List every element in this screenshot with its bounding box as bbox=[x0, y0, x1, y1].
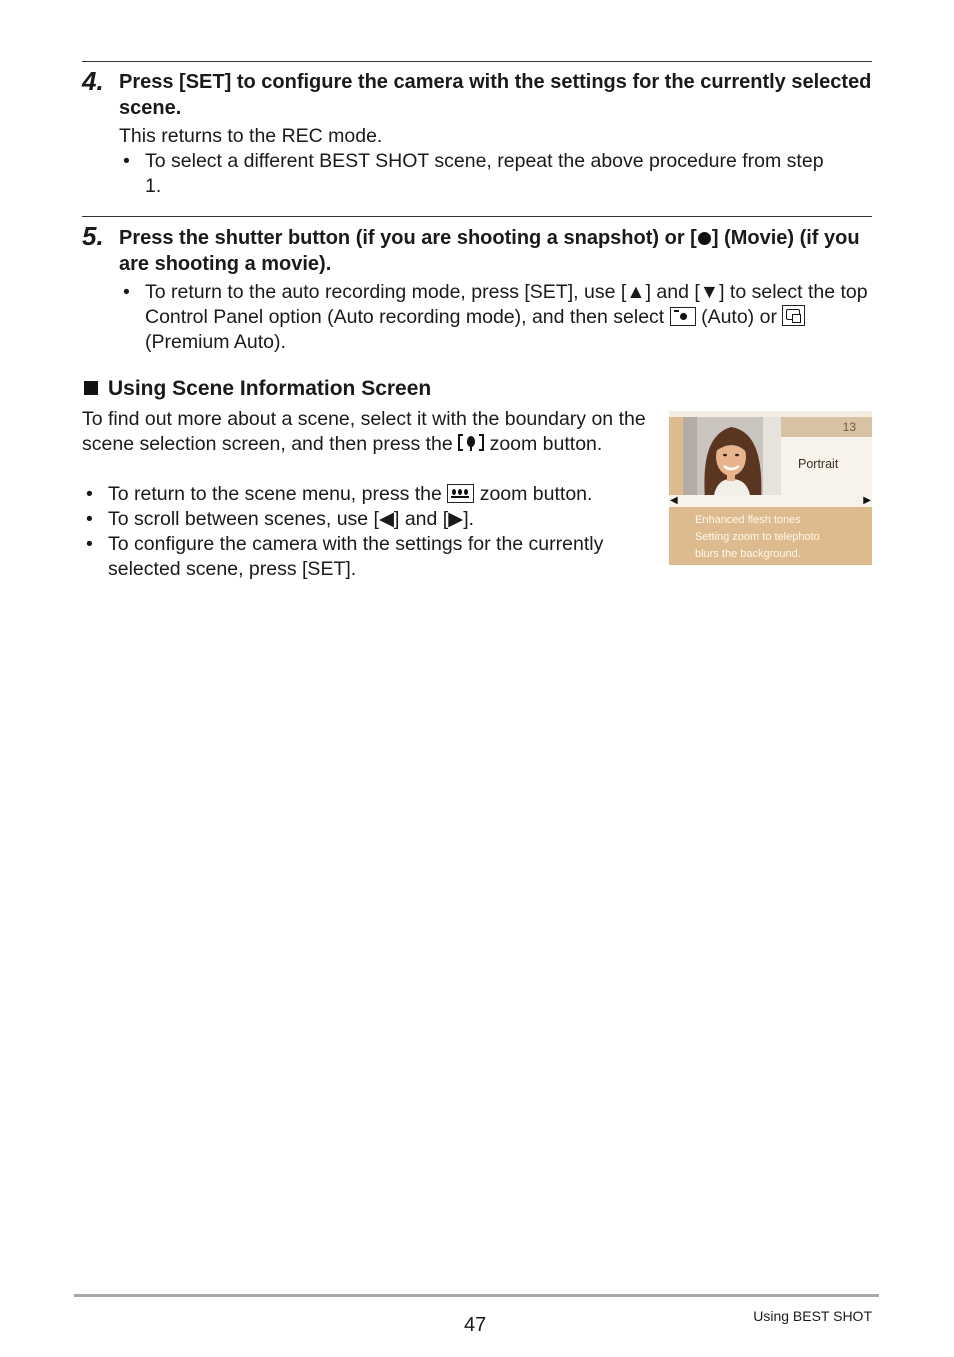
right-arrow-icon: ▶ bbox=[448, 508, 464, 530]
premium-auto-icon bbox=[782, 305, 805, 326]
bullet-dot: • bbox=[86, 508, 93, 530]
down-arrow-icon: ▼ bbox=[699, 281, 720, 303]
page-number: 47 bbox=[464, 1314, 487, 1336]
step4-number: 4. bbox=[82, 66, 104, 96]
bullet-text bbox=[108, 507, 658, 532]
scene-name: Portrait bbox=[798, 457, 839, 471]
section-bullet2-text-1: To scroll between scenes, use [ bbox=[108, 508, 379, 530]
portrait-photo bbox=[683, 417, 781, 501]
step5-bullet-text-2: ] and [ bbox=[645, 281, 700, 303]
screen-right-arrow-icon: ▶ bbox=[863, 495, 871, 506]
footer-chapter-title: Using BEST SHOT bbox=[753, 1308, 872, 1324]
left-arrow-icon: ◀ bbox=[378, 508, 394, 530]
screen-left-arrow-icon: ◀ bbox=[670, 495, 678, 506]
telephoto-zoom-icon bbox=[458, 434, 484, 453]
section-bullet2-text-3: ]. bbox=[463, 508, 475, 530]
section-intro-text-2: zoom button. bbox=[484, 433, 603, 455]
scene-description-line: Setting zoom to telephoto bbox=[695, 531, 820, 543]
scene-description bbox=[695, 512, 867, 563]
step5-bullet-text-3: ] to select the top Control Panel option (Auto recording mode), and then select bbox=[145, 281, 868, 328]
step5-number: 5. bbox=[82, 221, 104, 251]
auto-mode-icon bbox=[670, 307, 696, 326]
section-intro-text-1: To find out more about a scene, select it with the boundary on the scene selection screen, and then press the bbox=[82, 408, 646, 455]
black-square-icon bbox=[84, 381, 98, 395]
step4-divider bbox=[82, 61, 872, 62]
bullet-text: To select a different BEST SHOT scene, repeat the above procedure from step 1. bbox=[145, 150, 824, 197]
bullet-text bbox=[108, 482, 658, 507]
step5-bullet-text-1: To return to the auto recording mode, press [SET], use [ bbox=[145, 281, 627, 303]
step5-bullet-text-5: (Premium Auto). bbox=[145, 331, 286, 353]
bullet-dot: • bbox=[86, 483, 93, 505]
wide-zoom-icon bbox=[447, 484, 474, 503]
step5-divider bbox=[82, 216, 872, 217]
movie-record-icon bbox=[698, 232, 711, 245]
bullet-text: To configure the camera with the settings for the currently selected scene, press [SET]. bbox=[108, 533, 604, 580]
step5-heading-part1: Press the shutter button (if you are shooting a snapshot) or [ bbox=[119, 227, 697, 249]
bullet-dot: • bbox=[123, 281, 130, 303]
screen-nav-bar bbox=[669, 495, 872, 507]
section-bullet1-text-1: To return to the scene menu, press the bbox=[108, 483, 448, 505]
section-bullet1-text-2: zoom button. bbox=[474, 483, 593, 505]
scene-description-line: blurs the background. bbox=[695, 548, 801, 560]
step5-heading-part2: ] (Movie) (if you are shooting a movie). bbox=[119, 227, 860, 275]
step5-heading bbox=[119, 225, 879, 277]
footer-divider bbox=[74, 1294, 879, 1297]
section-title bbox=[84, 375, 431, 403]
step5-bullet-text-4: (Auto) or bbox=[695, 306, 783, 328]
scene-description-line: Enhanced flesh tones bbox=[695, 514, 801, 526]
section-bullet2-text-2: ] and [ bbox=[393, 508, 449, 530]
scene-number: 13 bbox=[842, 420, 856, 434]
step4-heading: Press [SET] to configure the camera with the settings for the currently selected scene. bbox=[119, 71, 872, 119]
bullet-dot: • bbox=[86, 533, 93, 555]
section-title-text: Using Scene Information Screen bbox=[108, 377, 432, 400]
up-arrow-icon: ▲ bbox=[626, 281, 646, 303]
bullet-text bbox=[145, 280, 873, 355]
scene-number-bar bbox=[781, 417, 872, 437]
bullet-dot: • bbox=[123, 150, 130, 172]
scene-info-screen bbox=[669, 411, 872, 565]
portrait-photo-illustration bbox=[683, 417, 781, 501]
section-intro bbox=[82, 407, 647, 457]
step4-text: This returns to the REC mode. bbox=[119, 125, 383, 147]
